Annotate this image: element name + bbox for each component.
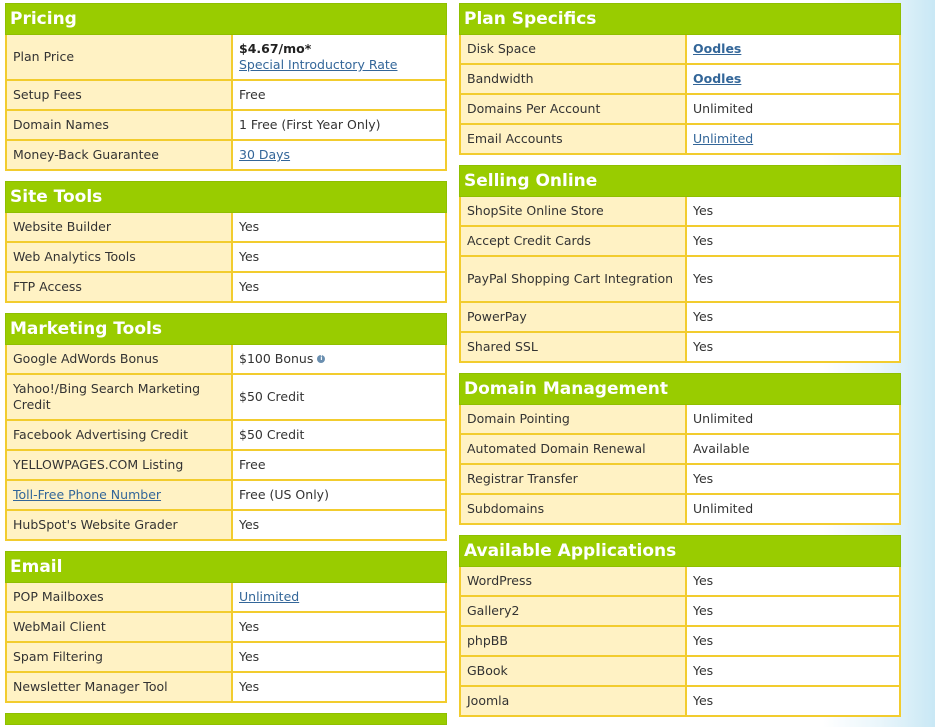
plan-specifics-section	[459, 3, 901, 155]
right-column	[459, 3, 901, 727]
email-section	[5, 551, 447, 703]
row-value: Yes	[687, 465, 899, 493]
table-row	[459, 227, 901, 257]
guarantee-link[interactable]: 30 Days	[239, 147, 291, 162]
row-label: YELLOWPAGES.COM Listing	[7, 451, 233, 479]
introductory-rate-link[interactable]: Special Introductory Rate	[239, 57, 398, 72]
row-label: Domain Pointing	[461, 405, 687, 433]
row-value	[233, 35, 445, 79]
row-label: Yahoo!/Bing Search Marketing Credit	[7, 375, 233, 419]
row-value: Yes	[233, 673, 445, 701]
row-value: Yes	[687, 333, 899, 361]
table-row	[5, 583, 447, 613]
email-accounts-link[interactable]: Unlimited	[693, 131, 754, 146]
table-row	[459, 197, 901, 227]
table-row	[5, 111, 447, 141]
table-row	[459, 657, 901, 687]
table-row	[5, 243, 447, 273]
row-label: Plan Price	[7, 35, 233, 79]
table-row	[459, 125, 901, 155]
row-value: Yes	[233, 273, 445, 301]
row-value	[233, 345, 445, 373]
marketing-tools-section	[5, 313, 447, 541]
table-row	[459, 95, 901, 125]
table-row	[5, 141, 447, 171]
row-value: Yes	[687, 197, 899, 225]
row-label: Web Analytics Tools	[7, 243, 233, 271]
email-header: Email	[5, 551, 447, 583]
row-value: Free	[233, 451, 445, 479]
row-value: Free (US Only)	[233, 481, 445, 509]
table-row	[5, 643, 447, 673]
table-row	[459, 687, 901, 717]
plan-price-amount: $4.67/mo*	[239, 41, 312, 56]
plan-specifics-header: Plan Specifics	[459, 3, 901, 35]
bandwidth-link[interactable]: Oodles	[693, 71, 742, 86]
table-row	[459, 597, 901, 627]
pricing-section	[5, 3, 447, 171]
table-row	[5, 673, 447, 703]
row-value	[687, 65, 899, 93]
site-tools-section	[5, 181, 447, 303]
table-row	[5, 213, 447, 243]
applications-section	[459, 535, 901, 717]
table-row	[459, 257, 901, 303]
row-value: Yes	[687, 567, 899, 595]
row-label: Newsletter Manager Tool	[7, 673, 233, 701]
row-label: WebMail Client	[7, 613, 233, 641]
disk-space-link[interactable]: Oodles	[693, 41, 742, 56]
row-value	[687, 35, 899, 63]
pricing-header: Pricing	[5, 3, 447, 35]
table-row	[459, 303, 901, 333]
info-icon[interactable]: i	[317, 355, 325, 363]
marketing-tools-header: Marketing Tools	[5, 313, 447, 345]
adwords-bonus-value: $100 Bonus	[239, 351, 314, 366]
table-row	[5, 35, 447, 81]
table-row	[459, 333, 901, 363]
row-value: Yes	[687, 227, 899, 255]
toll-free-link[interactable]: Toll-Free Phone Number	[13, 487, 162, 502]
table-row	[459, 405, 901, 435]
row-label: Automated Domain Renewal	[461, 435, 687, 463]
row-label: Google AdWords Bonus	[7, 345, 233, 373]
row-label: Subdomains	[461, 495, 687, 523]
selling-online-header: Selling Online	[459, 165, 901, 197]
row-label: ShopSite Online Store	[461, 197, 687, 225]
row-label	[7, 481, 233, 509]
row-value	[233, 583, 445, 611]
row-value: $50 Credit	[233, 375, 445, 419]
row-label: Gallery2	[461, 597, 687, 625]
row-label: Email Accounts	[461, 125, 687, 153]
table-row	[459, 465, 901, 495]
table-row	[459, 35, 901, 65]
row-label: Accept Credit Cards	[461, 227, 687, 255]
row-label: HubSpot's Website Grader	[7, 511, 233, 539]
table-row	[5, 81, 447, 111]
row-value: Yes	[687, 627, 899, 655]
row-value: Free	[233, 81, 445, 109]
pop-mailboxes-link[interactable]: Unlimited	[239, 589, 300, 604]
table-row	[5, 375, 447, 421]
plan-price	[239, 41, 397, 73]
row-label: Spam Filtering	[7, 643, 233, 671]
row-label: Registrar Transfer	[461, 465, 687, 493]
table-row	[459, 65, 901, 95]
table-row	[5, 481, 447, 511]
left-column	[5, 3, 447, 725]
table-row	[5, 451, 447, 481]
table-row	[5, 421, 447, 451]
row-label: Joomla	[461, 687, 687, 715]
row-label: Money-Back Guarantee	[7, 141, 233, 169]
table-row	[5, 511, 447, 541]
row-label: Shared SSL	[461, 333, 687, 361]
row-value	[233, 141, 445, 169]
row-value: 1 Free (First Year Only)	[233, 111, 445, 139]
domain-management-header: Domain Management	[459, 373, 901, 405]
row-label: Setup Fees	[7, 81, 233, 109]
row-value	[687, 125, 899, 153]
applications-header: Available Applications	[459, 535, 901, 567]
row-label: Website Builder	[7, 213, 233, 241]
row-value: Unlimited	[687, 495, 899, 523]
site-tools-header: Site Tools	[5, 181, 447, 213]
row-label: Bandwidth	[461, 65, 687, 93]
row-label: WordPress	[461, 567, 687, 595]
row-label: POP Mailboxes	[7, 583, 233, 611]
row-value: Yes	[687, 257, 899, 301]
table-row	[459, 627, 901, 657]
row-label: FTP Access	[7, 273, 233, 301]
row-value: Available	[687, 435, 899, 463]
row-label: phpBB	[461, 627, 687, 655]
row-value: Yes	[233, 243, 445, 271]
row-label: Domain Names	[7, 111, 233, 139]
table-row	[5, 613, 447, 643]
row-label: GBook	[461, 657, 687, 685]
row-value: Unlimited	[687, 95, 899, 123]
row-value: Yes	[687, 303, 899, 331]
row-label: PayPal Shopping Cart Integration	[461, 257, 687, 301]
table-row	[5, 273, 447, 303]
domain-management-section	[459, 373, 901, 525]
row-value: Unlimited	[687, 405, 899, 433]
row-value: Yes	[687, 687, 899, 715]
table-row	[5, 345, 447, 375]
row-value: Yes	[233, 213, 445, 241]
table-row	[459, 567, 901, 597]
row-label: Facebook Advertising Credit	[7, 421, 233, 449]
row-value: Yes	[233, 643, 445, 671]
row-value: Yes	[687, 597, 899, 625]
row-label: Disk Space	[461, 35, 687, 63]
table-row	[459, 435, 901, 465]
row-value: Yes	[233, 511, 445, 539]
table-row	[459, 495, 901, 525]
row-value: Yes	[233, 613, 445, 641]
row-label: Domains Per Account	[461, 95, 687, 123]
row-value: Yes	[687, 657, 899, 685]
selling-online-section	[459, 165, 901, 363]
row-label: PowerPay	[461, 303, 687, 331]
row-value: $50 Credit	[233, 421, 445, 449]
